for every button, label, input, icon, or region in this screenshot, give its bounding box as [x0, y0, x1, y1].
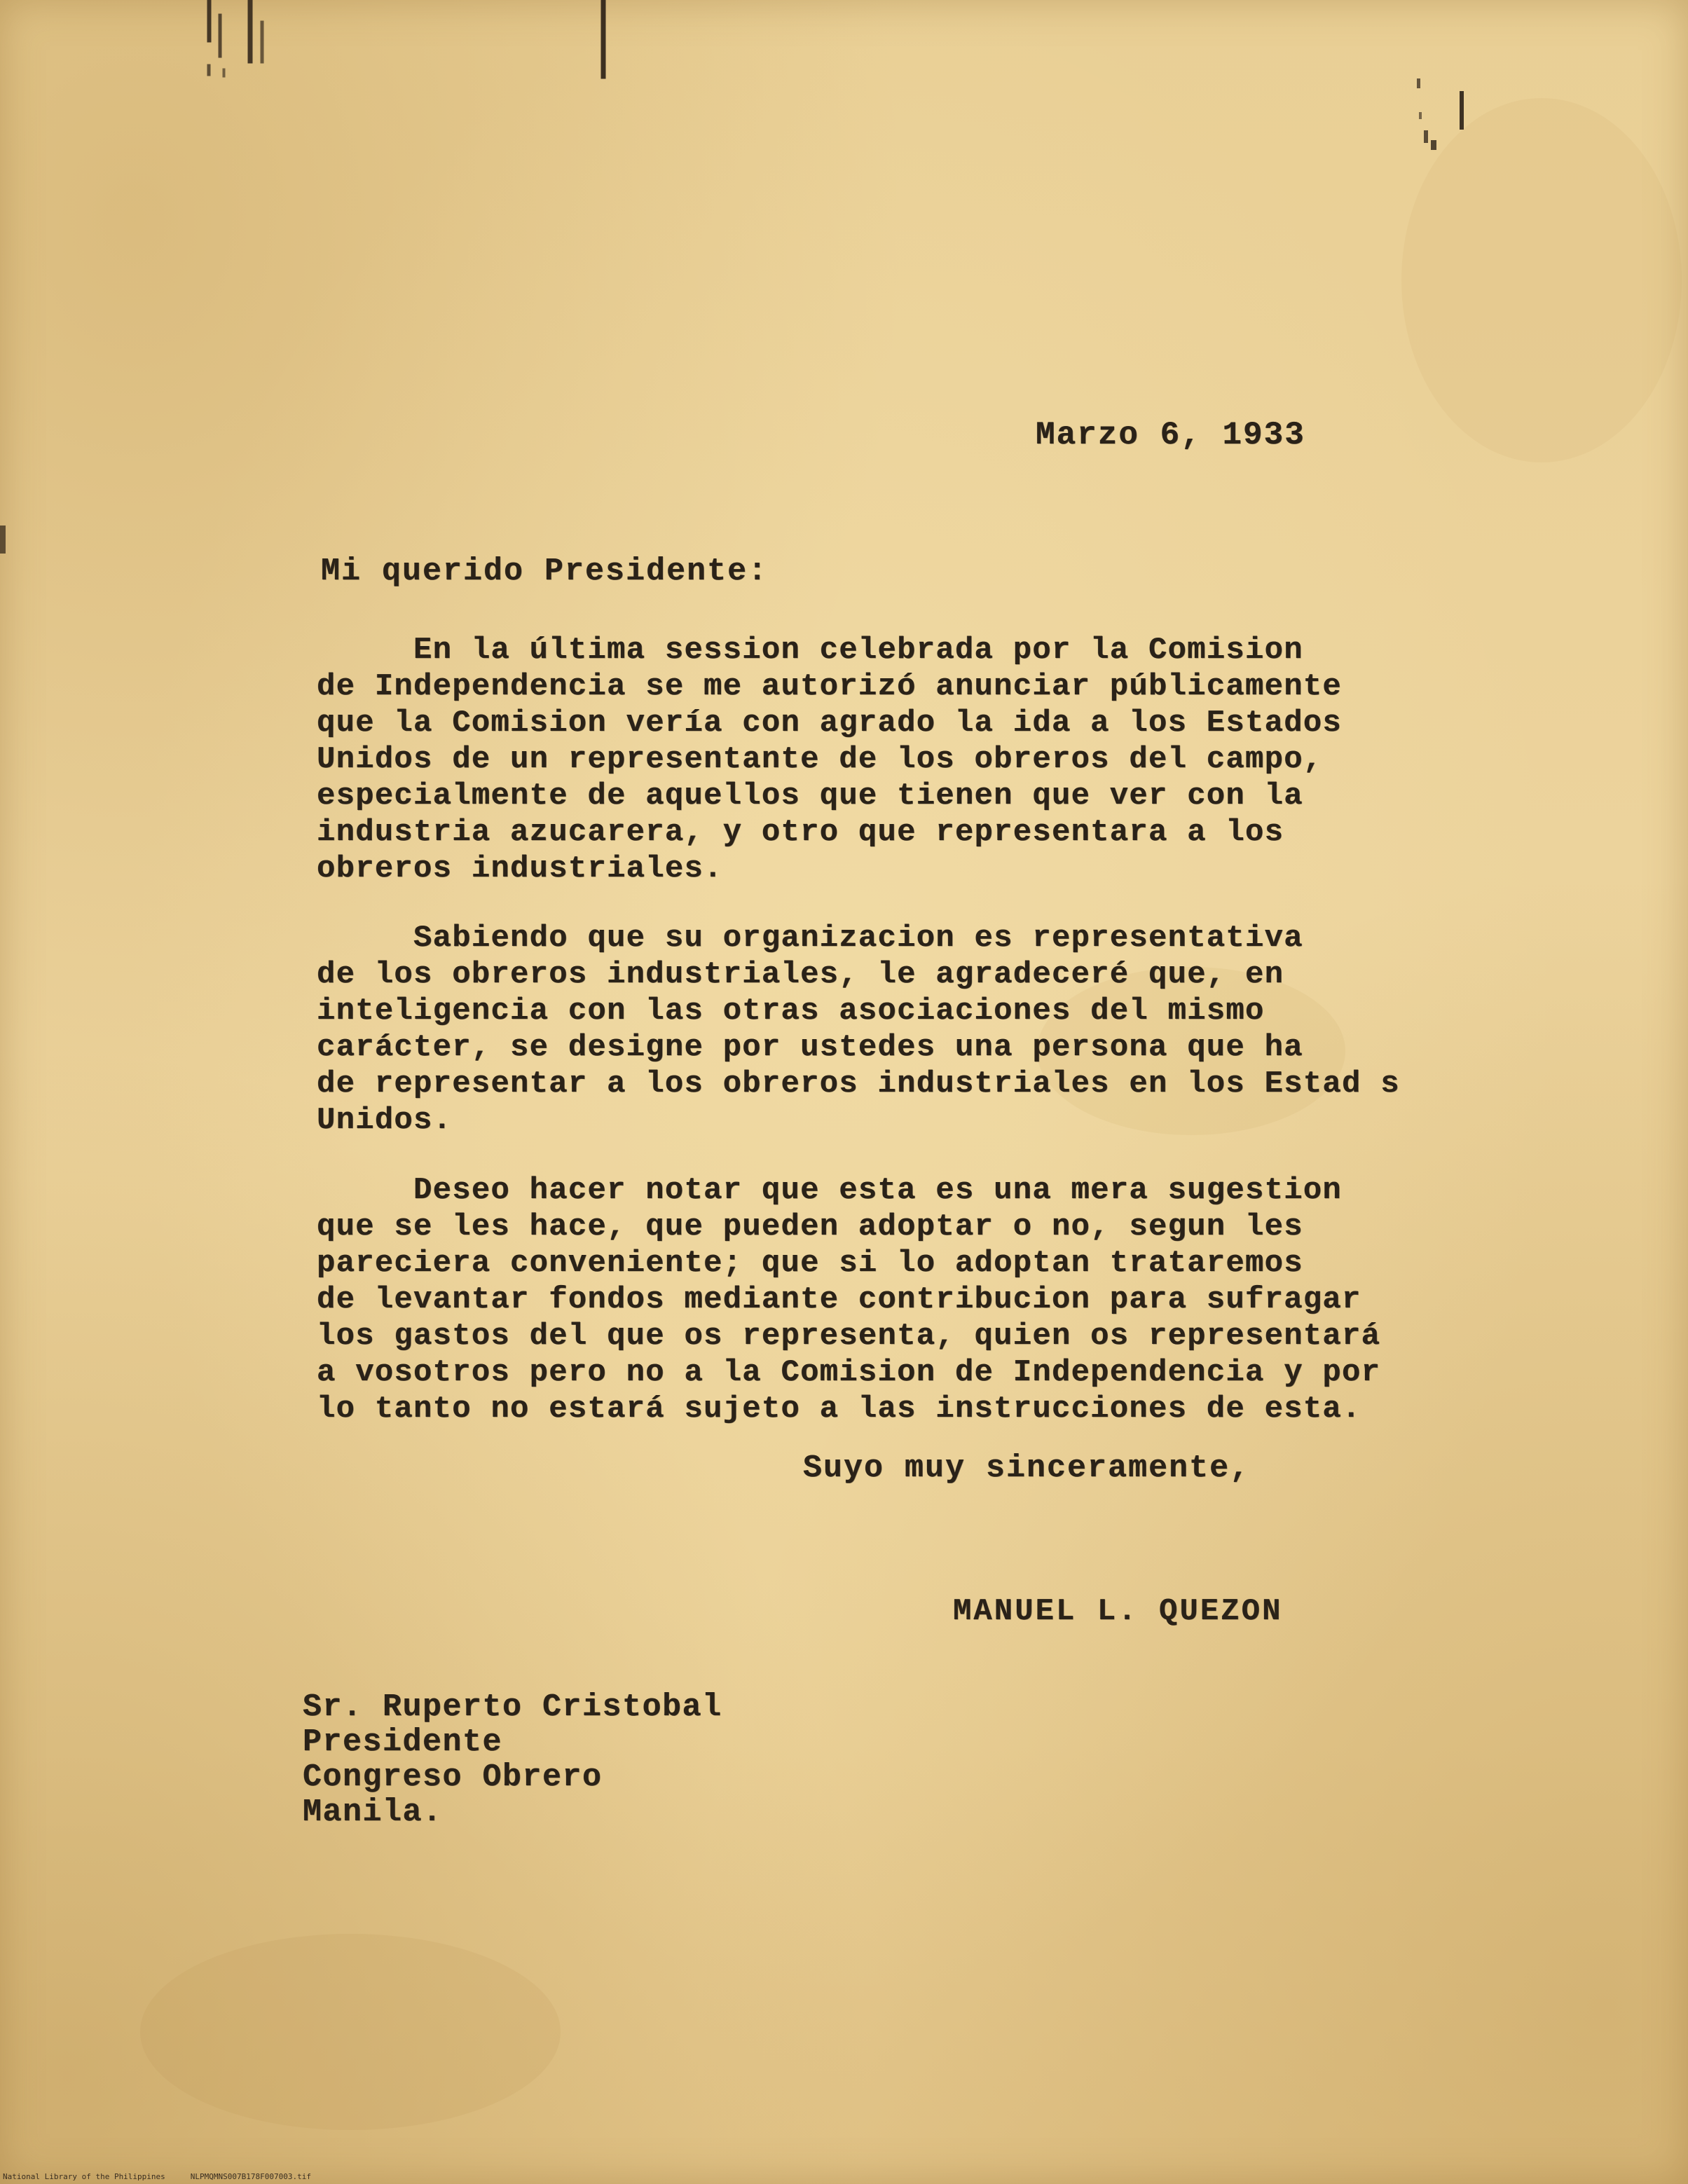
- footer-source: National Library of the Philippines: [3, 2172, 165, 2181]
- paragraph-line: Deseo hacer notar que esta es una mera sugestion: [317, 1173, 1343, 1208]
- paragraph-line: de levantar fondos mediante contribucion para sufragar: [317, 1282, 1361, 1317]
- paragraph-line: obreros industriales.: [317, 851, 723, 886]
- paragraph-line: de los obreros industriales, le agradeceré que, en: [317, 957, 1284, 992]
- paper-stain: [140, 1934, 561, 2130]
- paper-stain: [1401, 98, 1682, 462]
- letter-salutation: Mi querido Presidente:: [321, 554, 769, 589]
- footer-file-id: NLPMQMNS007B178F007003.tif: [190, 2172, 311, 2181]
- paragraph-line: inteligencia con las otras asociaciones del mismo: [317, 994, 1265, 1029]
- signature-name: MANUEL L. QUEZON: [953, 1594, 1283, 1629]
- edge-mark: [0, 526, 6, 554]
- letter-closing: Suyo muy sinceramente,: [803, 1450, 1251, 1486]
- addressee-organization: Congreso Obrero: [303, 1759, 603, 1795]
- paragraph-line: carácter, se designe por ustedes una persona que ha: [317, 1030, 1303, 1065]
- body-paragraph-2: [317, 920, 1400, 1139]
- paragraph-line: pareciera conveniente; que si lo adoptan trataremos: [317, 1246, 1303, 1281]
- paragraph-line: los gastos del que os representa, quien os representará: [317, 1319, 1381, 1354]
- paragraph-line: industria azucarera, y otro que representara a los: [317, 815, 1284, 850]
- staple-marks-left: [207, 0, 605, 78]
- addressee-name: Sr. Ruperto Cristobal: [303, 1689, 722, 1725]
- paragraph-line: especialmente de aquellos que tienen que ver con la: [317, 778, 1303, 813]
- paragraph-line: Unidos de un representante de los obreros del campo,: [317, 742, 1323, 777]
- addressee-city: Manila.: [303, 1794, 443, 1830]
- addressee-block: [303, 1690, 722, 1830]
- body-paragraph-1: [317, 632, 1342, 887]
- paragraph-line: En la última session celebrada por la Comision: [317, 633, 1303, 668]
- scan-footer: [3, 2172, 336, 2181]
- paragraph-line: que la Comision vería con agrado la ida a los Estados: [317, 706, 1343, 741]
- letter-date: Marzo 6, 1933: [1036, 417, 1305, 453]
- paragraph-line: a vosotros pero no a la Comision de Independencia y por: [317, 1355, 1381, 1390]
- staple-marks-right: [1417, 78, 1464, 150]
- paragraph-line: Unidos.: [317, 1103, 453, 1138]
- paragraph-line: de representar a los obreros industriales en los Estad s: [317, 1066, 1400, 1101]
- paragraph-line: lo tanto no estará sujeto a las instrucciones de esta.: [317, 1392, 1361, 1427]
- addressee-title: Presidente: [303, 1724, 503, 1760]
- paragraph-line: que se les hace, que pueden adoptar o no, segun les: [317, 1209, 1303, 1244]
- body-paragraph-3: [317, 1172, 1380, 1427]
- paragraph-line: de Independencia se me autorizó anunciar públicamente: [317, 669, 1343, 704]
- paragraph-line: Sabiendo que su organizacion es representativa: [317, 921, 1303, 956]
